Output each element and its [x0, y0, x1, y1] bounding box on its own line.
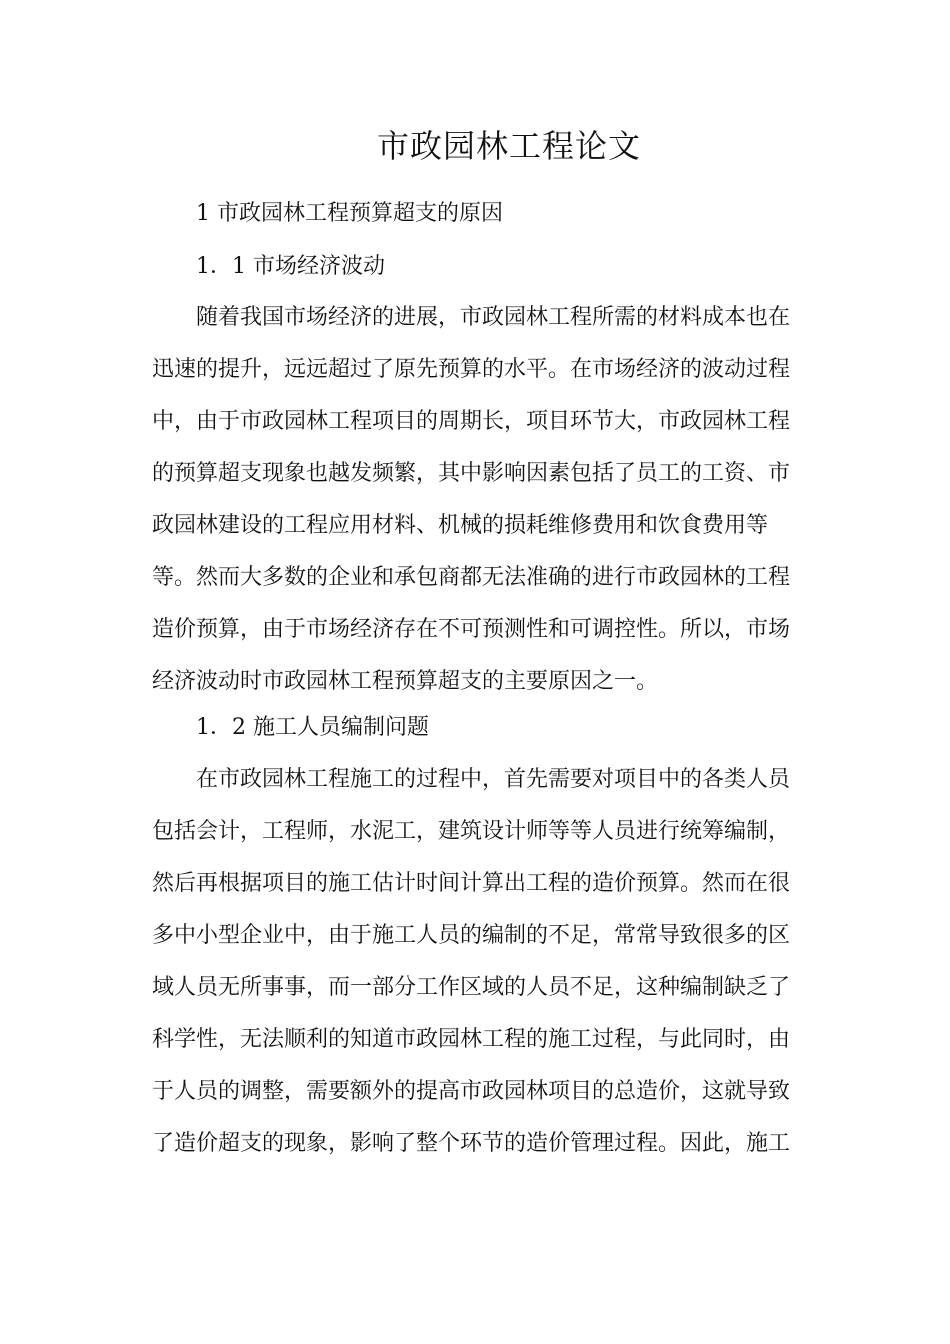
paragraph-market-fluctuation	[152, 292, 802, 708]
section-heading-1: 1 市政园林工程预算超支的原因	[196, 201, 503, 226]
paragraph-line: 经济波动时市政园林工程预算超支的主要原因之一。	[152, 669, 659, 694]
paragraph-line: 域人员无所事事，而一部分工作区域的人员不足，这种编制缺乏了	[152, 975, 791, 1000]
paragraph-line: 的预算超支现象也越发频繁，其中影响因素包括了员工的工资、市	[152, 461, 791, 486]
section-heading-1-1: 1．1 市场经济波动	[196, 254, 385, 279]
paragraph-line: 随着我国市场经济的进展，市政园林工程所需的材料成本也在	[196, 305, 791, 330]
paragraph-line: 政园林建设的工程应用材料、机械的损耗维修费用和饮食费用等	[152, 513, 769, 538]
paragraph-line: 迅速的提升，远远超过了原先预算的水平。在市场经济的波动过程	[152, 357, 791, 382]
paragraph-line: 中，由于市政园林工程项目的周期长，项目环节大，市政园林工程	[152, 409, 791, 434]
paragraph-line: 等。然而大多数的企业和承包商都无法准确的进行市政园林的工程	[152, 565, 791, 590]
paragraph-line: 科学性，无法顺利的知道市政园林工程的施工过程，与此同时，由	[152, 1027, 791, 1052]
paragraph-line: 在市政园林工程施工的过程中，首先需要对项目中的各类人员	[196, 767, 791, 792]
paragraph-line: 然后再根据项目的施工估计时间计算出工程的造价预算。然而在很	[152, 871, 791, 896]
paragraph-line: 造价预算，由于市场经济存在不可预测性和可调控性。所以，市场	[152, 617, 791, 642]
section-heading-1-2: 1．2 施工人员编制问题	[196, 715, 429, 740]
paragraph-line: 于人员的调整，需要额外的提高市政园林项目的总造价，这就导致	[152, 1079, 791, 1104]
paragraph-staffing-issue	[152, 754, 802, 1170]
document-title: 市政园林工程论文	[376, 127, 641, 165]
paragraph-line: 多中小型企业中，由于施工人员的编制的不足，常常导致很多的区	[152, 923, 791, 948]
paragraph-line: 包括会计，工程师，水泥工，建筑设计师等等人员进行统筹编制，	[152, 819, 791, 844]
paragraph-line: 了造价超支的现象，影响了整个环节的造价管理过程。因此，施工	[152, 1131, 791, 1156]
